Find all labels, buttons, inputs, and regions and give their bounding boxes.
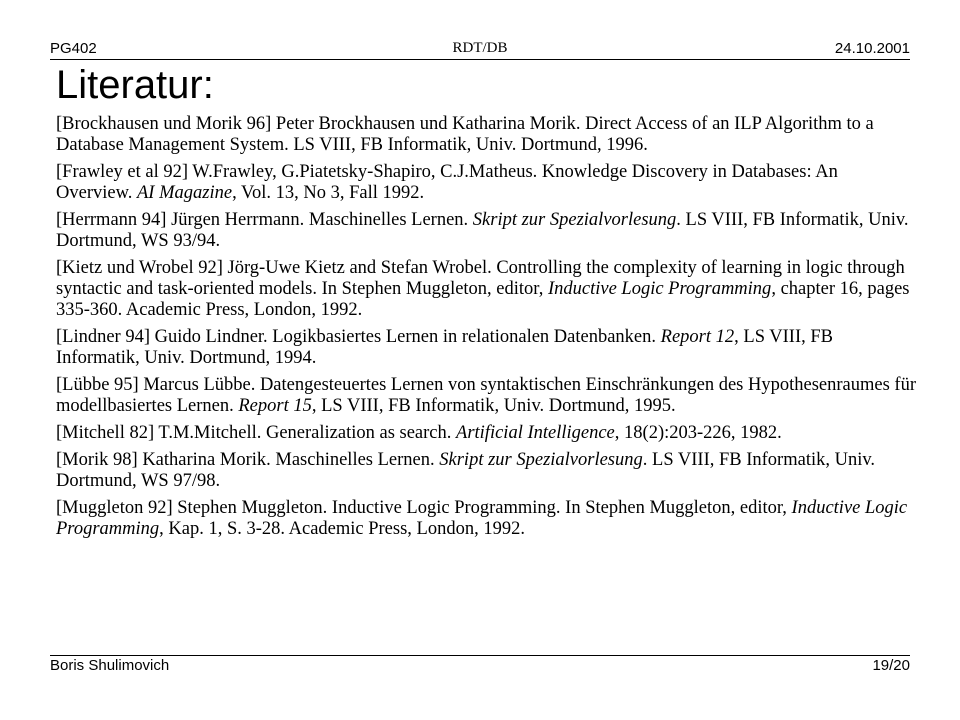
reference-italic-text: Skript zur Spezialvorlesung: [439, 450, 643, 470]
reference-italic-text: AI Magazine: [137, 183, 233, 203]
reference-italic-text: Skript zur Spezialvorlesung: [472, 210, 677, 230]
reference-text: [Lindner 94] Guido Lindner. Logikbasiertes Lernen in relationalen Datenbanken.: [56, 327, 661, 347]
reference-text: [Herrmann 94] Jürgen Herrmann. Maschinelles Lernen.: [56, 210, 473, 230]
reference-italic-text: Report 12: [660, 327, 735, 347]
reference-entry: [56, 210, 916, 252]
header-date: 24.10.2001: [834, 40, 910, 57]
reference-text: [Frawley et al 92] W.Frawley, G.Piatetsky-Shapiro, C.J.Matheus. Knowledge Discovery in Databases: An Overview.: [56, 162, 838, 203]
reference-italic-text: Inductive Logic Programming: [547, 279, 772, 299]
reference-text: [Morik 98] Katharina Morik. Maschinelles Lernen.: [56, 450, 440, 470]
reference-text: , chapter 16, pages 335-360. Academic Press, London, 1992.: [56, 279, 910, 320]
reference-text: [Muggleton 92] Stephen Muggleton. Inductive Logic Programming. In Stephen Muggleton, editor,: [56, 498, 792, 518]
reference-entry: [56, 114, 916, 156]
reference-text: [Brockhausen und Morik 96] Peter Brockhausen und Katharina Morik. Direct Access of an ILP Algorithm to a Database Management System. LS VIII, FB Informatik, Univ. Dortmund, 1996.: [56, 114, 874, 155]
reference-text: , Kap. 1, S. 3-28. Academic Press, London, 1992.: [159, 519, 525, 539]
reference-text: , LS VIII, FB Informatik, Univ. Dortmund, 1995.: [311, 396, 676, 416]
slide-header: [50, 40, 910, 60]
slide-footer: [50, 657, 910, 677]
reference-text: , LS VIII, FB Informatik, Univ. Dortmund, 1994.: [56, 327, 833, 368]
reference-text: . LS VIII, FB Informatik, Univ. Dortmund, WS 97/98.: [56, 450, 876, 491]
reference-text: [Lübbe 95] Marcus Lübbe. Datengesteuertes Lernen von syntaktischen Einschränkungen des Hypothesenraumes für modellbasiertes Lernen.: [56, 375, 916, 416]
reference-italic-text: Inductive Logic Programming: [56, 498, 908, 539]
reference-entry: [56, 498, 916, 540]
reference-text: , 18(2):203-226, 1982.: [614, 423, 782, 443]
reference-entry: [56, 375, 916, 417]
reference-entry: [56, 258, 916, 321]
page-title: Literatur:: [56, 63, 214, 107]
reference-entry: [56, 327, 916, 369]
header-topic: RDT/DB: [452, 40, 508, 56]
reference-text: [Mitchell 82] T.M.Mitchell. Generalization as search.: [56, 423, 457, 443]
reference-entry: [56, 450, 916, 492]
reference-text: . LS VIII, FB Informatik, Univ. Dortmund, WS 93/94.: [56, 210, 909, 251]
reference-italic-text: Artificial Intelligence: [456, 423, 615, 443]
footer-divider: [50, 655, 910, 656]
reference-text: [Kietz und Wrobel 92] Jörg-Uwe Kietz and Stefan Wrobel. Controlling the complexity of learning in logic through syntactic and task-oriented models. In Stephen Muggleton, editor,: [56, 258, 905, 299]
header-course-code: PG402: [50, 40, 97, 57]
reference-italic-text: Report 15: [238, 396, 312, 416]
reference-text: , Vol. 13, No 3, Fall 1992.: [232, 183, 425, 203]
reference-entry: [56, 423, 916, 444]
footer-page-number: 19/20: [872, 657, 910, 674]
reference-list: [56, 114, 916, 546]
footer-author: Boris Shulimovich: [50, 657, 170, 674]
header-divider: [50, 59, 910, 60]
reference-entry: [56, 162, 916, 204]
